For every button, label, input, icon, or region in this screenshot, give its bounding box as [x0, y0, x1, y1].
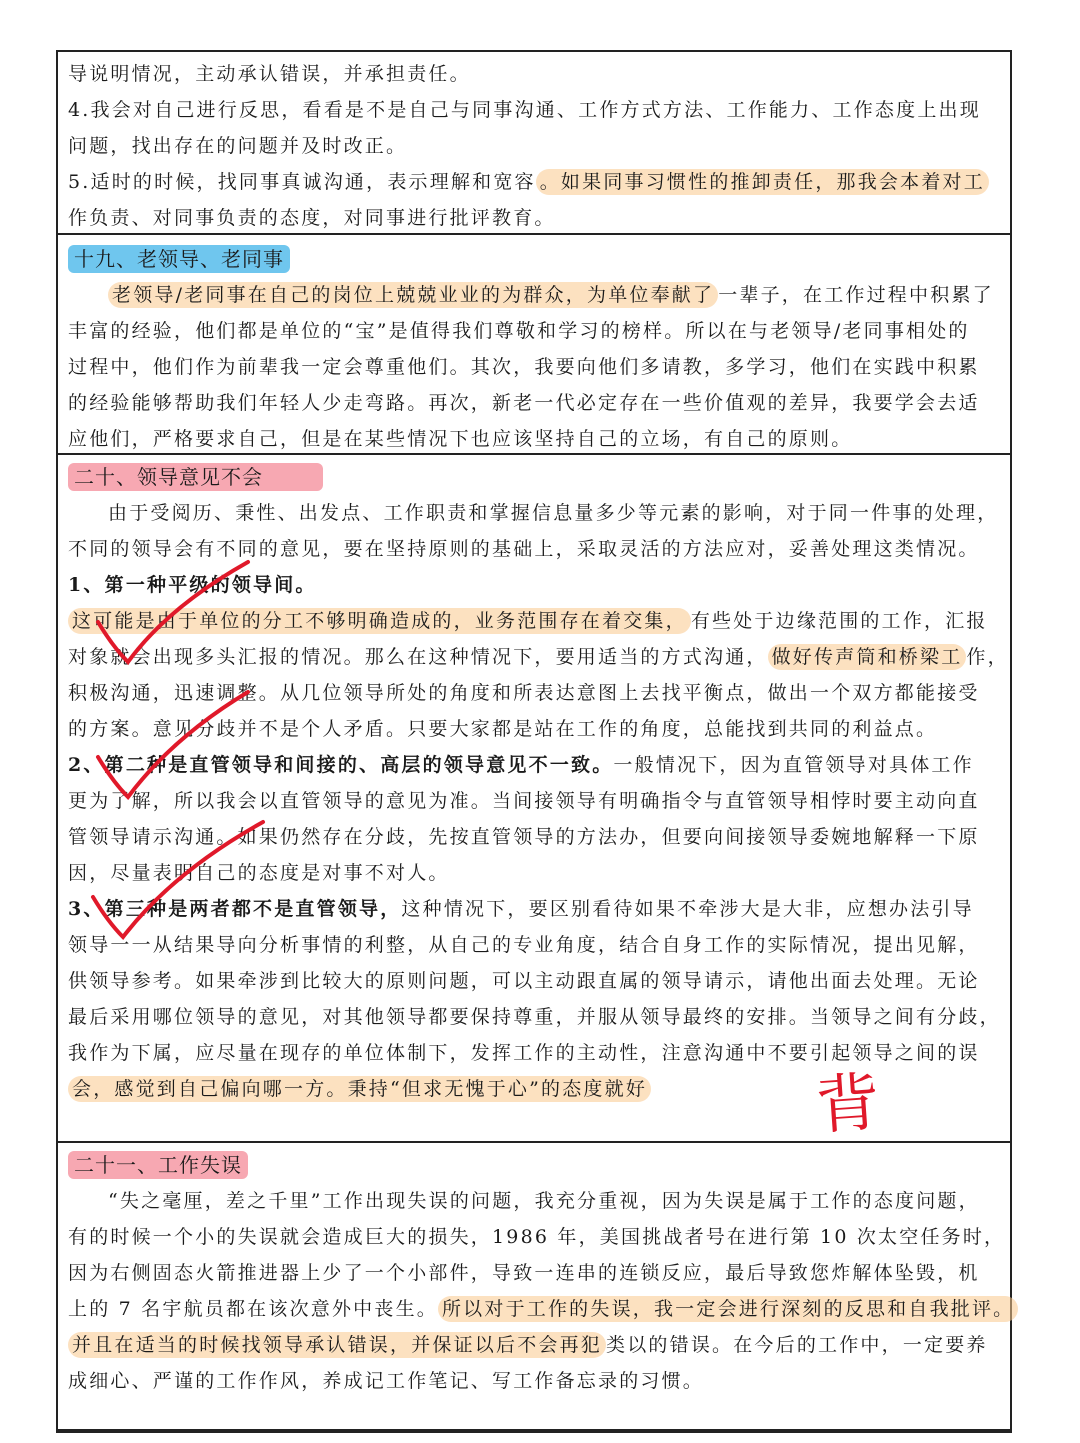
paragraph-line: 4.我会对自己进行反思，看看是不是自己与同事沟通、工作方式方法、工作能力、工作态度上出现	[68, 99, 981, 121]
paragraph-line: 的经验能够帮助我们年轻人少走弯路。再次，新老一代必定存在一些价值观的差异，我要学会去适	[68, 392, 980, 414]
text-run: 对象就会出现多头汇报的情况。那么在这种情况下，要用适当的方式沟通，	[68, 646, 768, 668]
highlighted-text: 所以对于工作的失误，我一定会进行深刻的反思和自我批评。	[438, 1296, 1018, 1322]
text-run: 有些处于边缘范围的工作，汇报	[690, 610, 988, 632]
section-title: 二十一、工作失误	[68, 1147, 248, 1183]
text-run: 一般情况下，因为直管领导对具体工作	[613, 754, 974, 776]
paragraph-line: “失之毫厘，差之千里”工作出现失误的问题，我充分重视，因为失误是属于工作的态度问题，	[108, 1190, 980, 1212]
paragraph-line	[108, 277, 994, 313]
paragraph-line	[68, 164, 989, 200]
subheading: 2、第二种是直管领导和间接的、高层的领导意见不一致。	[68, 754, 614, 776]
paragraph-line: 领导一一从结果导向分析事情的利整，从自己的专业角度，结合自身工作的实际情况，提出见解，	[68, 934, 980, 956]
paragraph-line: 不同的领导会有不同的意见，要在坚持原则的基础上，采取灵活的方法应对，妥善处理这类情况。	[68, 538, 980, 560]
subheading: 3、第三种是两者都不是直管领导，	[68, 898, 402, 920]
check-marks	[78, 552, 338, 972]
highlighted-text: 会，感觉到自己偏向哪一方。秉持“但求无愧于心”的态度就好	[68, 1076, 651, 1102]
paragraph-line: 因为右侧固态火箭推进器上少了一个小部件，导致一连串的连锁反应，最后导致您炸解体坠毁，机	[68, 1262, 980, 1284]
paragraph-line: 积极沟通，迅速调整。从几位领导所处的角度和所表达意图上去找平衡点，做出一个双方都能接受	[68, 682, 980, 704]
paragraph-line: 成细心、严谨的工作作风，养成记工作笔记、写工作备忘录的习惯。	[68, 1370, 705, 1392]
section-18	[58, 52, 1010, 235]
text-run: 5.适时的时候，找同事真诚沟通，表示理解和宽容	[68, 171, 536, 193]
paragraph-line: 丰富的经验，他们都是单位的“宝”是值得我们尊敬和学习的榜样。所以在与老领导/老同事相处的	[68, 320, 970, 342]
subheading: 1、第一种平级的领导间。	[68, 574, 317, 596]
paragraph-line: 最后采用哪位领导的意见，对其他领导都要保持尊重，并服从领导最终的安排。当领导之间有分歧，	[68, 1006, 1001, 1028]
highlighted-text: 老领导/老同事在自己的岗位上兢兢业业的为群众，为单位奉献了	[108, 282, 718, 308]
paragraph-line	[68, 1327, 988, 1363]
paragraph-line	[68, 1291, 1018, 1327]
paragraph-line: 作负责、对同事负责的态度，对同事进行批评教育。	[68, 207, 556, 229]
check-mark-icon	[98, 562, 248, 662]
paragraph-line: 更为了解，所以我会以直管领导的意见为准。当间接领导有明确指令与直管领导相悖时要主动向直	[68, 790, 980, 812]
paragraph-line: 管领导请示沟通。如果仍然存在分歧，先按直管领导的方法办，但要向间接领导委婉地解释一下原	[68, 826, 980, 848]
section-title: 二十、领导意见不会	[68, 459, 323, 495]
highlighted-text: 。如果同事习惯性的推卸责任，那我会本着对工	[536, 169, 989, 195]
section-21	[58, 1143, 1015, 1431]
paragraph-line: 的方案。意见分歧并不是个人矛盾。只要大家都是站在工作的角度，总能找到共同的利益点。	[68, 718, 938, 740]
paragraph-line: 供领导参考。如果牵涉到比较大的原则问题，可以主动跟直属的领导请示，请他出面去处理。无论	[68, 970, 980, 992]
handwritten-note: 背	[813, 1065, 883, 1145]
paragraph-line: 由于受阅历、秉性、出发点、工作职责和掌握信息量多少等元素的影响，对于同一件事的处理，	[108, 502, 999, 524]
highlighted-text: 做好传声筒和桥梁工	[768, 644, 967, 670]
paragraph-line: 我作为下属，应尽量在现存的单位体制下，发挥工作的主动性，注意沟通中不要引起领导之间的误	[68, 1042, 980, 1064]
text-run: 上的 7 名宇航员都在该次意外中丧生。	[68, 1298, 438, 1320]
paragraph-line: 应他们，严格要求自己，但是在某些情况下也应该坚持自己的立场，有自己的原则。	[68, 428, 853, 450]
highlighted-text: 这可能是由于单位的分工不够明确造成的，业务范围存在着交集，	[68, 608, 691, 634]
check-mark-icon	[98, 692, 248, 797]
text-run: 作，	[966, 646, 1009, 668]
section-title: 十九、老领导、老同事	[68, 241, 290, 277]
check-mark-icon	[93, 822, 263, 937]
text-run: 一辈子，在工作过程中积累了	[718, 284, 994, 306]
document-page	[56, 50, 1015, 1433]
text-run: 类以的错误。在今后的工作中，一定要养	[606, 1334, 988, 1356]
highlighted-text: 并且在适当的时候找领导承认错误，并保证以后不会再犯	[68, 1332, 606, 1358]
paragraph-line: 导说明情况，主动承认错误，并承担责任。	[68, 63, 471, 85]
paragraph-line: 过程中，他们作为前辈我一定会尊重他们。其次，我要向他们多请教，多学习，他们在实践中积累	[68, 356, 980, 378]
paragraph-line: 问题，找出存在的问题并及时改正。	[68, 135, 408, 157]
paragraph-line	[68, 1071, 651, 1107]
section-19	[58, 235, 1010, 455]
text-run: 这种情况下，要区别看待如果不牵涉大是大非，应想办法引导	[401, 898, 974, 920]
paragraph-line: 因，尽量表明自己的态度是对事不对人。	[68, 862, 450, 884]
paragraph-line: 有的时候一个小的失误就会造成巨大的损失，1986 年，美国挑战者号在进行第 10 次太空任务时，	[68, 1226, 1006, 1248]
